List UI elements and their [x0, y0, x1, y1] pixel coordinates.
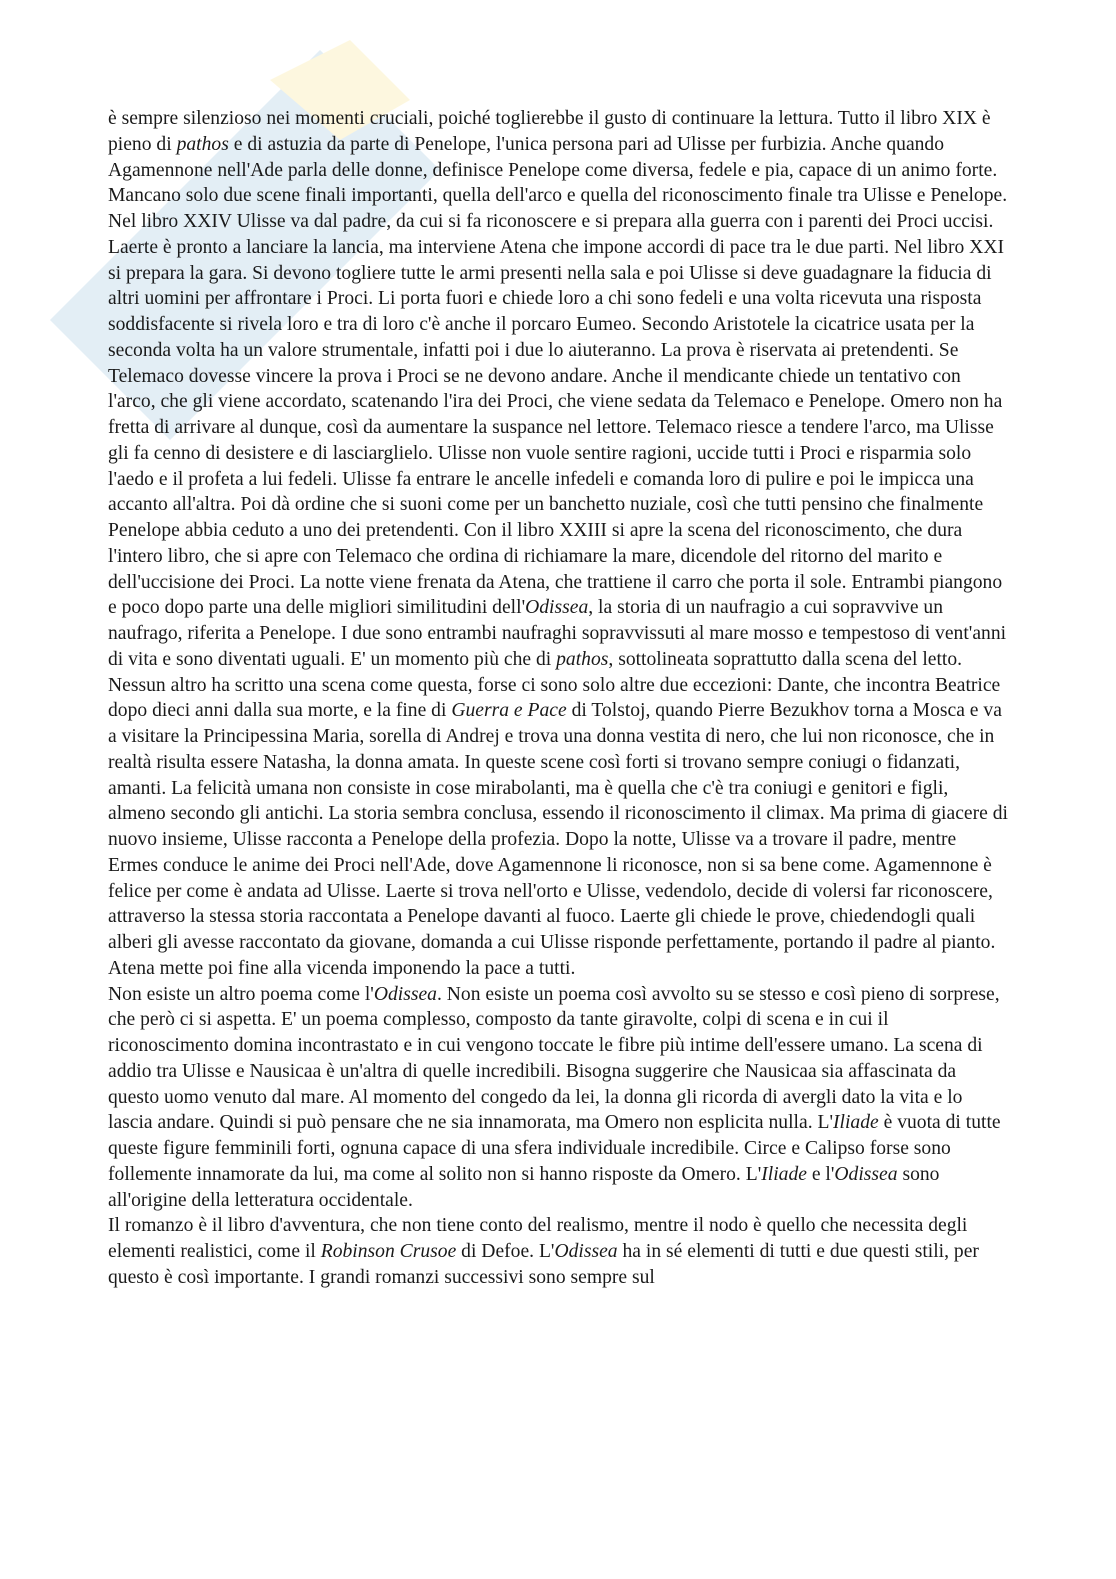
- text-run: , sottolineata soprattutto dalla scena del letto. Nessun altro ha scritto una scena come questa, forse ci sono solo altre due eccezioni: Dante, che incontra Beatrice dopo dieci anni dalla sua morte, e la fine di: [108, 648, 1001, 722]
- italic-title-run: Iliade: [761, 1163, 807, 1185]
- text-run: sono all'origine della letteratura occidentale.: [108, 1163, 940, 1211]
- text-run: ha in sé elementi di tutti e due questi stili, per questo è così importante. I grandi romanzi successivi sono sempre sul: [108, 1241, 979, 1288]
- text-run: , la storia di un naufragio a cui sopravvive un naufrago, riferita a Penelope. I due sono entrambi naufraghi sopravvissuti al mare mosso e tempestoso di vent'anni di vita e sono diventati uguali. E' un momento più che di: [108, 597, 1007, 670]
- text-run: Non esiste un altro poema come l': [108, 983, 374, 1005]
- italic-title-run: pathos: [176, 133, 229, 155]
- paragraph-3: [108, 1213, 1008, 1290]
- text-run: di Defoe. L': [456, 1241, 555, 1262]
- italic-title-run: pathos: [556, 648, 609, 670]
- paragraph-1: [108, 106, 1008, 982]
- text-run: e di astuzia da parte di Penelope, l'unica persona pari ad Ulisse per furbizia. Anche quando Agamennone nell'Ade parla delle donne, definisce Penelope come diversa, fedele e pia, capace di un animo forte. Mancano solo due scene finali importanti, quella dell'arco e quella del riconoscimento finale tra Ulisse e Penelope. Nel libro XXIV Ulisse va dal padre, da cui si fa riconoscere e si prepara alla guerra con i parenti dei Proci uccisi. Laerte è pronto a lanciare la lancia, ma interviene Atena che impone accordi di pace tra le due parti. Nel libro XXI si prepara la gara. Si devono togliere tutte le armi presenti nella sala e poi Ulisse si deve guadagnare la fiducia di altri uomini per affrontare i Proci. Li porta fuori e chiede loro a chi sono fedeli e una volta ricevuta una risposta soddisfacente si rivela loro e tra di loro c'è anche il porcaro Eumeo. Secondo Aristotele la cicatrice usata per la seconda volta ha un valore strumentale, infatti poi i due lo aiuteranno. La prova è riservata ai pretendenti. Se Telemaco dovesse vincere la prova i Proci se ne devono andare. Anche il mendicante chiede un tentativo con l'arco, che gli viene accordato, scatenando l'ira dei Proci, che viene sedata da Telemaco e Penelope. Omero non ha fretta di arrivare al dunque, così da aumentare la suspance nel lettore. Telemaco riesce a tendere l'arco, ma Ulisse gli fa cenno di desistere e di lasciarglielo. Ulisse non vuole sentire ragioni, uccide tutti i Proci e risparmia solo l'aedo e il profeta a lui fedeli. Ulisse fa entrare le ancelle infedeli e comanda loro di pulire e poi le impicca una accanto all'altra. Poi dà ordine che si suoni come per un banchetto nuziale, così che tutti pensino che finalmente Penelope abbia ceduto a uno dei pretendenti. Con il libro XXIII si apre la scena del riconoscimento, che dura l'intero libro, che si apre con Telemaco che ordina di richiamare la mare, dicendole del ritorno del marito e dell'uccisione dei Proci. La notte viene frenata da Atena, che trattiene il carro che porta il sole. Entrambi piangono e poco dopo parte una delle migliori similitudini dell': [108, 133, 1008, 619]
- document-page: [108, 106, 1008, 1291]
- text-run: di Tolstoj, quando Pierre Bezukhov torna a Mosca e va a visitare la Principessina Maria, sorella di Andrej e trova una donna vestita di nero, che lui non riconosce, che in realtà risulta essere Natasha, la donna amata. In queste scene così forti si trovano sempre coniugi o fidanzati, amanti. La felicità umana non consiste in cose mirabolanti, ma è quella che c'è tra coniugi e genitori e figli, almeno secondo gli antichi. La storia sembra conclusa, essendo il riconoscimento il climax. Ma prima di giacere di nuovo insieme, Ulisse racconta a Penelope della profezia. Dopo la notte, Ulisse va a trovare il padre, mentre Ermes conduce le anime dei Proci nell'Ade, dove Agamennone li riconosce, non si sa bene come. Agamennone è felice per come è andata ad Ulisse. Laerte si trova nell'orto e Ulisse, vedendolo, decide di volersi far riconoscere, attraverso la stessa storia raccontata a Penelope davanti al fuoco. Laerte gli chiede le prove, chiedendogli quali alberi gli avesse raccontato da giovane, domanda a cui Ulisse risponde perfettamente, portando il padre al pianto. Atena mette poi fine alla vicenda imponendo la pace a tutti.: [108, 700, 1008, 979]
- italic-title-run: Robinson Crusoe: [320, 1241, 457, 1262]
- italic-title-run: Odissea: [834, 1163, 898, 1185]
- italic-title-run: Guerra e Pace: [451, 700, 567, 722]
- paragraph-2: [108, 982, 1008, 1214]
- text-run: è sempre silenzioso nei momenti cruciali, poiché toglierebbe il gusto di continuare la lettura. Tutto il libro XIX è pieno di: [108, 108, 991, 155]
- text-run: . Non esiste un poema così avvolto su se stesso e così pieno di sorprese, che però ci si aspetta. E' un poema complesso, composto da tante giravolte, colpi di scena e in cui il riconoscimento domina incontrastato e in cui vengono toccate le fibre più intime dell'essere umano. La scena di addio tra Ulisse e Nausicaa è un'altra di quelle incredibili. Bisogna suggerire che Nausicaa sia affascinata da questo uomo venuto dal mare. Al momento del congedo da lei, la donna gli ricorda di avergli dato la vita e lo lascia andare. Quindi si può pensare che ne sia innamorata, ma Omero non esplicita nulla. L': [108, 983, 1000, 1134]
- italic-title-run: Iliade: [833, 1112, 879, 1134]
- italic-title-run: Odissea: [554, 1241, 618, 1262]
- text-run: Il romanzo è il libro d'avventura, che non tiene conto del realismo, mentre il nodo è quello che necessita degli elementi realistici, come il: [108, 1215, 968, 1262]
- text-run: è vuota di tutte queste figure femminili forti, ognuna capace di una sfera individuale incredibile. Circe e Calipso forse sono follemente innamorate da lui, ma come al solito non si hanno risposte da Omero. L': [108, 1112, 1001, 1185]
- italic-title-run: Odissea: [525, 597, 589, 619]
- text-run: e l': [806, 1163, 835, 1185]
- italic-title-run: Odissea: [373, 983, 437, 1005]
